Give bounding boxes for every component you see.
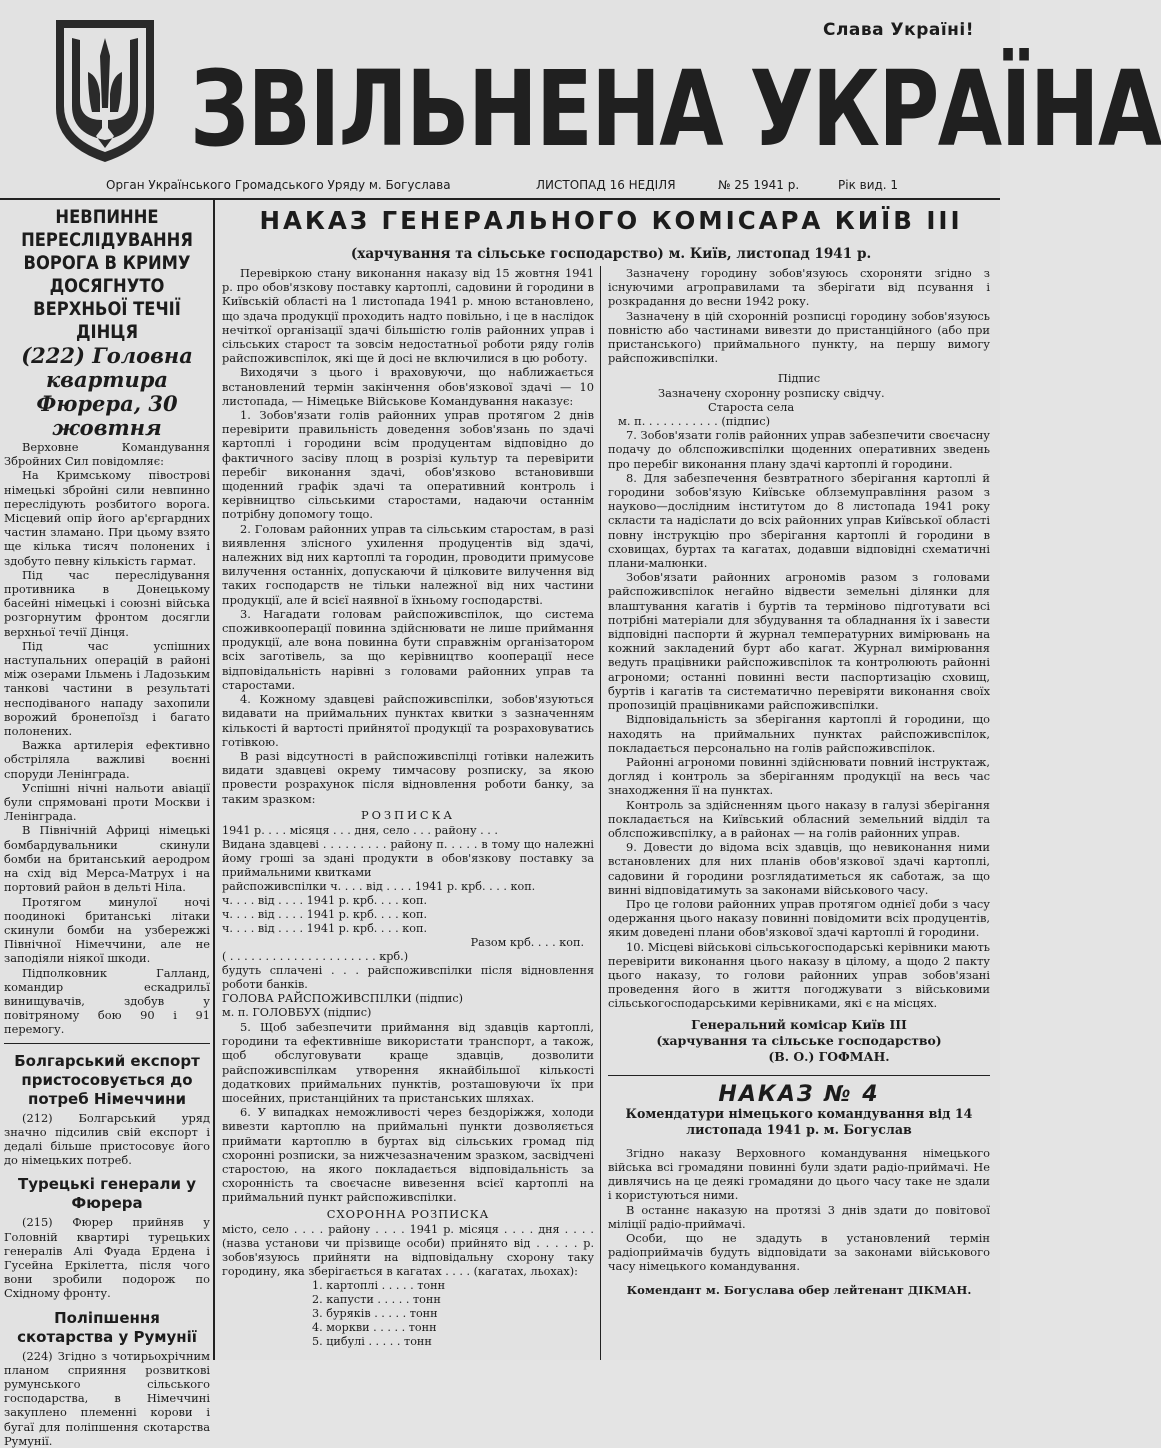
left-column — [4, 206, 210, 1448]
order-title: НАКАЗ ГЕНЕРАЛЬНОГО КОМІСАРА КИЇВ III — [259, 206, 963, 235]
commissar-department: (харчування та сільське господарство) — [656, 1032, 942, 1048]
receipt-line: Видана здавцеві . . . . . . . . . району п. . . . . в тому що належні йому гроші за здані продукти в обов'язкову поставку за приймальними квитками — [222, 837, 594, 879]
paragraph: 10. Місцеві військові сільськогосподарські керівники мають перевірити виконання цього наказу в цілому, а щодо 2 пакту цього наказу, то голови районних управ зобов'язані проведення його в життя погоджувати з військовими сільськогосподарськими керівниками, які є на місцях. — [608, 939, 990, 1011]
article-dateline: (222) Головна квартира Фюрера, 30 жовтня — [21, 343, 193, 440]
paragraph: 6. У випадках неможливості через бездоріжжя, холоди вивезти картоплю на приймальні пункти дозволяється приймати картоплю в буртах від сільських громад під схоронні розписки, за нижчезазначеним зразком, засвідчені старостою, на якого покладається відповідальність за схоронність та своєчасне вивезення всієї картоплі на приймальний пункт райспоживспілки. — [222, 1105, 594, 1205]
storage-item: 1. картоплі . . . . . тонн — [312, 1278, 446, 1292]
commandant-signature: Комендант м. Богуслава обер лейтенант ДІКМАН. — [626, 1282, 972, 1297]
middle-column — [222, 266, 594, 1358]
trident-emblem-icon — [50, 16, 160, 164]
receipt-line: ( . . . . . . . . . . . . . . . . . . . . . крб.) — [222, 949, 409, 963]
elder-line: Староста села — [708, 399, 795, 414]
receipt-row: ч. . . . від . . . . 1941 р. крб. . . . коп. — [222, 893, 427, 907]
article-separator — [4, 1043, 210, 1044]
paragraph: Зазначену в цій схоронній розписці городину зобов'язуюсь повністю або частинами вивезти до пристанційного (або при пристанського) приймального пункту, на першу вимогу райспоживспілки. — [608, 308, 990, 366]
paragraph: Перевіркою стану виконання наказу від 15 жовтня 1941 р. про обов'язкову поставку картоплі, садовини й городини в Київській області на 1 листопада 1941 р. мною встановлено, що здача продукції проходить надто повільно, і це в наслідок нечіткої організації здачі більшістю голів районних управ і сільських старост та зовсім недостатньої роботи ряду голів райспоживспілок, які ще й досі не включилися в цю роботу. — [222, 266, 594, 366]
paragraph: 5. Щоб забезпечити приймання від здавців картоплі, городини та ефективніше використати транспорт, а також, щоб обслуговувати краще здавців, дозволити райспоживспілкам утворення якнайбільшої кількості додаткових приймальних пунктів, розташовуючи їх при шосейних, пристанційних та пристанських шляхах. — [222, 1019, 594, 1105]
article-headline: НЕВПИННЕ ПЕРЕСЛІДУВАННЯ ВОРОГА В КРИМУ ДОСЯГНУТО ВЕРХНЬОЇ ТЕЧІЇ ДІНЦЯ — [21, 206, 193, 343]
masthead-rule — [0, 198, 1000, 200]
stamp-line: м. п. . . . . . . . . . . (підпис) — [618, 414, 771, 429]
paragraph: Контроль за здійсненням цього наказу в галузі зберігання покладається на Київський обласний земельний відділ та облспоживспілку, а в районах — на голів районних управ. — [608, 797, 990, 840]
right-column — [608, 266, 990, 1358]
paragraph: В разі відсутності в райспоживспілці готівки належить видати здавцеві окрему тимчасову розписку, за якою провести розрахунок після відновлення роботи банку, за таким зразком: — [222, 748, 594, 806]
storage-item: 5. цибулі . . . . . тонн — [312, 1334, 432, 1348]
paragraph: Згідно наказу Верховного командування німецького війська всі громадяни повинні були здати радіо-приймачі. Не дивлячись на це деякі громадяни до цього часу таке не здали і користуються ними. — [608, 1145, 990, 1203]
newspaper-title: ЗВІЛЬНЕНА УКРАЇНА — [190, 48, 1161, 170]
paragraph: Під час успішних наступальних операцій в районі між озерами Ільмень і Ладозьким танкові частини в результаті несподіваного нападу захопили ворожий бронепоїзд і багато полонених. — [4, 638, 210, 739]
receipt-heading: РОЗПИСКА — [360, 807, 456, 822]
paragraph: Районні агрономи повинні здійснювати повний інструктаж, догляд і контроль за зберіганням продукції на весь час знаходження її на пунктах. — [608, 754, 990, 798]
paragraph: Особи, що не здадуть в установлений термін радіоприймачів будуть відповідати за законами військового часу німецького командування. — [608, 1230, 990, 1274]
paragraph: 7. Зобов'язати голів районних управ забезпечити своєчасну подачу до облспоживспілки щоденних оперативних зведень про перебіг виконання плану здачі картоплі й городини. — [608, 428, 990, 471]
article-headline: Болгарський експорт пристосовується до потреб Німеччини — [14, 1051, 200, 1108]
receipt-signature: ГОЛОВА РАЙСПОЖИВСПІЛКИ (підпис) — [222, 991, 464, 1005]
paragraph: Успішні нічні нальоти авіації були спрямовані проти Москви і Ленінграда. — [4, 780, 210, 824]
receipt-row: ч. . . . від . . . . 1941 р. крб. . . . коп. — [222, 921, 427, 935]
issue-date: ЛИСТОПАД 16 НЕДІЛЯ — [536, 178, 676, 192]
commissar-title: Генеральний комісар Київ III — [691, 1016, 907, 1032]
paragraph: 4. Кожному здавцеві райспоживспілки, зобов'язуються видавати на приймальних пунктах квитки з зазначенням кількості й вартості прийнятої продукції та розраховуватись готівкою. — [222, 692, 594, 749]
paragraph: Про це голови районних управ протягом однієї доби з часу одержання цього наказу повинні повідомити всіх продуцентів, яким доведені плани обов'язкової здачі картоплі й городини. — [608, 896, 990, 940]
certification-line: Зазначену схоронну розписку свідчу. — [658, 385, 885, 400]
order4-subtitle: Комендатури німецького командування від 14 листопада 1941 р. м. Богуслав — [625, 1105, 973, 1137]
paragraph: Зобов'язати районних агрономів разом з головами райспоживспілок негайно відвести земельні ділянки для влаштування кагатів і буртів та терміново підготувати всі потрібні матеріали для збудування та обладнання їх і завести відповідні паспорти й журнал температурних вимірювань на кожний закладений бурт або кагат. Журнал вимірювання ведуть працівники райспоживспілок та контролюють районні агрономи; останні повинні вести паспортизацію сховищ, буртів і кагатів та систематично перевіряти виконання своїх пропозицій працівниками райспоживспілки. — [608, 570, 990, 713]
paragraph: 3. Нагадати головам райспоживспілок, що система споживкооперації повинна здійснювати не лише приймання продукції, але вона повинна бути справжнім організатором всіх заготівель, за що керівництво кооперації несе відповідальність нарівні з головами районних управ та старостами. — [222, 606, 594, 692]
organ-label: Орган Українського Громадського Уряду м. Богуслава — [106, 178, 451, 192]
publication-year: Рік вид. 1 — [838, 178, 899, 192]
paragraph: Верховне Командування Збройних Сил повідомляє: — [4, 440, 210, 469]
receipt-row: ч. . . . від . . . . 1941 р. крб. . . . коп. — [222, 907, 427, 921]
article-separator — [608, 1075, 990, 1076]
article-headline: Турецькі генерали у Фюрера — [18, 1175, 196, 1213]
commissar-name: (В. О.) ГОФМАН. — [768, 1048, 890, 1064]
paragraph: (215) Фюрер прийняв у Головній квартирі турецьких генералів Алі Фуада Ердена і Гусейна Еркілетта, після чого вони зробили подорож по Східному фронту. — [4, 1215, 210, 1301]
paragraph: 9. Довести до відома всіх здавців, що невиконання ними встановлених для них планів обов'язкової здачі картоплі, садовини й городини розглядатиметься як саботаж, за що винні відповідатимуть за законами військового часу. — [608, 840, 990, 897]
paragraph: Протягом минулої ночі поодинокі британські літаки скинули бомби на узбережжі Північної Німеччини, але не заподіяли ніякої шкоди. — [4, 894, 210, 966]
paragraph: Підполковник Галланд, командир ескадрильї винищувачів, здобув у повітряному бою 90 і 91 перемогу. — [4, 965, 210, 1037]
paragraph: 8. Для забезпечення безвтратного зберігання картоплі й городини зобов'язую Київське облземуправління разом з науково—дослідним інститутом до 8 листопада 1941 року скласти та надіслати до всіх районних управ Київської області повну інструкцію про зберігання картоплі й городини в сховищах, буртах та кагатах, додавши відповідні схематичні плани-малюнки. — [608, 470, 990, 571]
receipt-line: 1941 р. . . . місяця . . . дня, село . . . району . . . — [222, 823, 498, 837]
receipt-signature: м. п. ГОЛОВБУХ (підпис) — [222, 1005, 372, 1019]
paragraph: (212) Болгарський уряд значно підсилив свій експорт і дедалі більше пристосовує його до німецьких потреб. — [4, 1110, 210, 1168]
paragraph: В Північній Африці німецькі бомбардувальники скинули бомби на британський аеродром на схід від Мерса-Матрух і на портовий район в дельті Ніла. — [4, 823, 210, 895]
paragraph: Зазначену городину зобов'язуюсь схороняти згідно з існуючими агроправилами та зберігати від псування і розкрадання до весни 1942 року. — [608, 266, 990, 309]
signature-label: Підпис — [777, 371, 821, 386]
order-subtitle: (харчування та сільське господарство) м. Київ, листопад 1941 р. — [350, 246, 872, 262]
slogan: Слава Україні! — [823, 20, 974, 40]
order4-title: НАКАЗ № 4 — [718, 1081, 880, 1107]
column-divider-right — [600, 266, 601, 1360]
paragraph: Важка артилерія ефективно обстріляла важливі воєнні споруди Ленінграда. — [4, 738, 210, 781]
column-divider-left — [213, 200, 215, 1360]
paragraph: 2. Головам районних управ та сільським старостам, в разі виявлення злісного ухилення продуцентів від здачі, належних від них картоплі та городин, проводити примусове вилучення останніх, допускаючи й цілковите вилучення від таких господарств не тільки належної від них частини продукції, але й всієї наявної в їхньому господарстві. — [222, 521, 594, 607]
paragraph: Відповідальність за зберігання картоплі й городини, що находять на приймальних пунктах райспоживспілок, покладається персонально на голів райспоживспілок. — [608, 712, 990, 755]
issue-number: № 25 1941 р. — [718, 178, 800, 192]
paragraph: На Кримському півострові німецькі збройні сили невпинно переслідують розбитого ворога. Місцевий опір його ар'єргардних частин зламано. При цьому взято ще кілька тисяч полонених і здобуто певну кількість гармат. — [4, 468, 210, 568]
article-headline: Поліпшення скотарства у Румунії — [17, 1308, 197, 1346]
paragraph: В останнє наказую на протязі 3 днів здати до повітової міліції радіо-приймачі. — [608, 1202, 990, 1231]
storage-receipt-line: місто, село . . . . району . . . . 1941 р. місяця . . . . дня . . . . (назва установи чи прізвище особи) прийнято від . . . . . р. зобов'язуюсь прийняти на відповідальну схорону таку городину, яка зберігається в кагатах . . . . (кагатах, льохах): — [222, 1222, 594, 1278]
paragraph: 1. Зобов'язати голів районних управ протягом 2 днів перевірити правильність доведення зобов'язань по здачі картоплі і городини всім продуцентам відповідно до фактичного засіву площ в розрізі культур та перевірити перебіг виконання здачі, обов'язково встановивши щоденний графік здачі та оперативний контроль і керівництво сільськими старостами, надаючи останнім потрібну допомогу тощо. — [222, 408, 594, 522]
paragraph: Виходячи з цього і враховуючи, що наближається встановлений термін закінчення обов'язкової здачі — 10 листопада, — Німецьке Військове Командування наказує: — [222, 365, 594, 408]
receipt-line: будуть сплачені . . . райспоживспілки після відновлення роботи банків. — [222, 963, 594, 991]
storage-item: 4. моркви . . . . . тонн — [312, 1320, 437, 1334]
storage-item: 2. капусти . . . . . тонн — [312, 1292, 441, 1306]
paragraph: Під час переслідування противника в Донецькому басейні німецькі і союзні війська розгорнутим фронтом досягли верхньої течії Дінця. — [4, 567, 210, 639]
paragraph: (224) Згідно з чотирьохрічним планом сприяння розвиткові румунського сільського господарства, в Німеччині закуплено племенні корови і бугаї для поліпшення скотарства Румунії. — [4, 1348, 210, 1448]
receipt-line: райспоживспілки ч. . . . від . . . . 1941 р. крб. . . . коп. — [222, 879, 536, 893]
receipt-total: Разом крб. . . . коп. — [470, 935, 584, 949]
storage-receipt-heading: СХОРОННА РОЗПИСКА — [326, 1206, 490, 1221]
storage-item: 3. буряків . . . . . тонн — [312, 1306, 438, 1320]
